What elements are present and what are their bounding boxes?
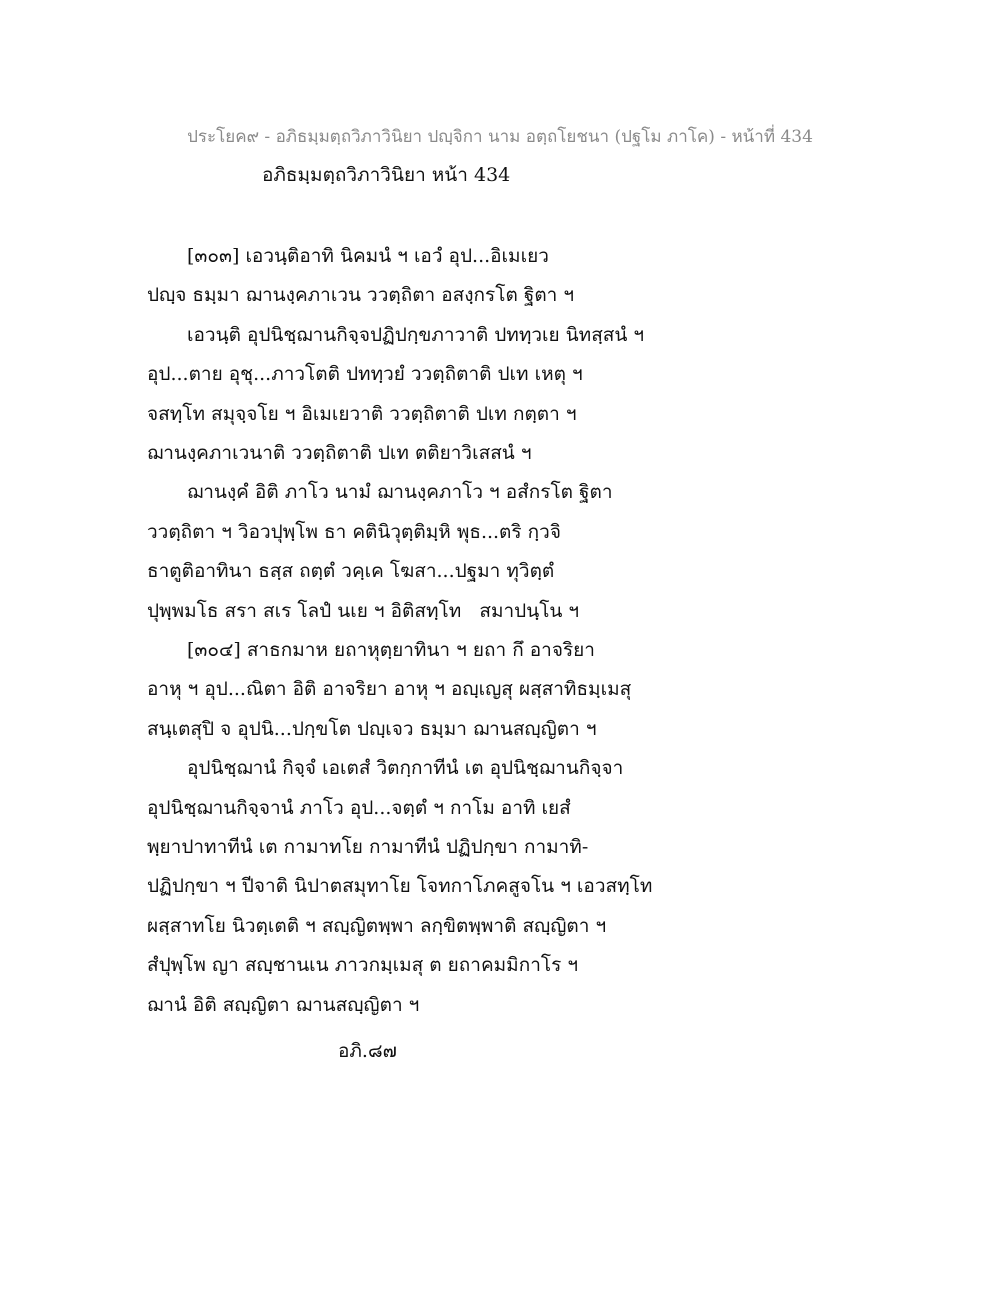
text-line: ฌานงฺคํ อิติ ภาโว นามํ ฌานงฺคภาโว ฯ อสํกรโต ฐิตา <box>187 481 613 504</box>
text-line: ปญฺจ ธมฺมา ฌานงฺคภาเวน ววตฺถิตา อสงฺกรโต ฐิตา ฯ <box>147 284 575 307</box>
page-title: อภิธมฺมตฺถวิภาวินิยา หน้า 434 <box>262 164 511 186</box>
text-line: เอวนฺติ อุปนิชฺฌานกิจฺจปฏิปกฺขภาวาติ ปททฺวเย นิทสฺสนํ ฯ <box>187 323 645 346</box>
text-line: สํปุพฺโพ ญา สญฺชานเน ภาวกมฺเมสุ ต ยถาคมมิกาโร ฯ <box>147 954 578 977</box>
text-line: ววตฺถิตา ฯ วิอวปุพฺโพ ธา คตินิวุตฺติมฺหิ พุธ...ตริ กฺวจิ <box>147 520 561 543</box>
text-line: ผสฺสาทโย นิวตฺเตติ ฯ สญฺญิตพฺพา ลกฺขิตพฺพาติ สญฺญิตา ฯ <box>147 914 607 937</box>
text-line: [๓๐๓] เอวนฺติอาทิ นิคมนํ ฯ เอวํ อุป...อิเมเยว <box>187 245 549 267</box>
text-line: ธาตูติอาทินา ธสฺส ถตฺตํ วคฺเค โฆสา...ปฐมา ทุวิตฺตํ <box>147 560 555 583</box>
text-line: อุปนิชฺฌานกิจฺจานํ ภาโว อุป...จตฺตํ ฯ กาโม อาทิ เยสํ <box>147 796 571 819</box>
footer-reference: อภิ.๘๗ <box>338 1040 397 1062</box>
text-line: สนฺเตสุปิ จ อุปนิ...ปกฺขโต ปญฺเจว ธมฺมา ฌานสญฺญิตา ฯ <box>147 717 597 740</box>
text-line: ปุพฺพมโธ สรา สเร โลปํ นเย ฯ อิติสทฺโท สมาปนฺโน ฯ <box>147 599 580 622</box>
text-line: ปฏิปกฺขา ฯ ปีจาติ นิปาตสมุทาโย โจทกาโภคสูจโน ฯ เอวสทฺโท <box>147 875 653 898</box>
text-line: ฌานงฺคภาเวนาติ ววตฺถิตาติ ปเท ตติยาวิเสสนํ ฯ <box>147 442 532 464</box>
text-line: อุป...ตาย อุชุ...ภาวโตติ ปททฺวยํ ววตฺถิตาติ ปเท เหตุ ฯ <box>147 363 583 386</box>
text-line: อุปนิชฺฌานํ กิจฺจํ เอเตสํ วิตกฺกาทีนํ เต อุปนิชฺฌานกิจฺจา <box>187 757 624 780</box>
text-line: จสทฺโท สมุจฺจโย ฯ อิเมเยวาติ ววตฺถิตาติ ปเท กตฺตา ฯ <box>147 402 577 425</box>
text-line: ฌานํ อิติ สญฺญิตา ฌานสญฺญิตา ฯ <box>147 993 420 1016</box>
running-header: ประโยค๙ - อภิธมฺมตฺถวิภาวินิยา ปญฺจิกา นาม อตฺถโยชนา (ปฐโม ภาโค) - หน้าที่ 434 <box>187 127 813 147</box>
text-line: [๓๐๔] สาธกมาห ยถาหุตฺยาทินา ฯ ยถา กึ อาจริยา <box>187 639 595 661</box>
text-line: พฺยาปาทาทีนํ เต กามาทโย กามาทีนํ ปฏิปกฺขา กามาทิ- <box>147 836 589 858</box>
text-line: อาหุ ฯ อุป...ณิตา อิติ อาจริยา อาหุ ฯ อญฺเญสุ ผสฺสาทิธมฺเมสุ <box>147 678 632 701</box>
